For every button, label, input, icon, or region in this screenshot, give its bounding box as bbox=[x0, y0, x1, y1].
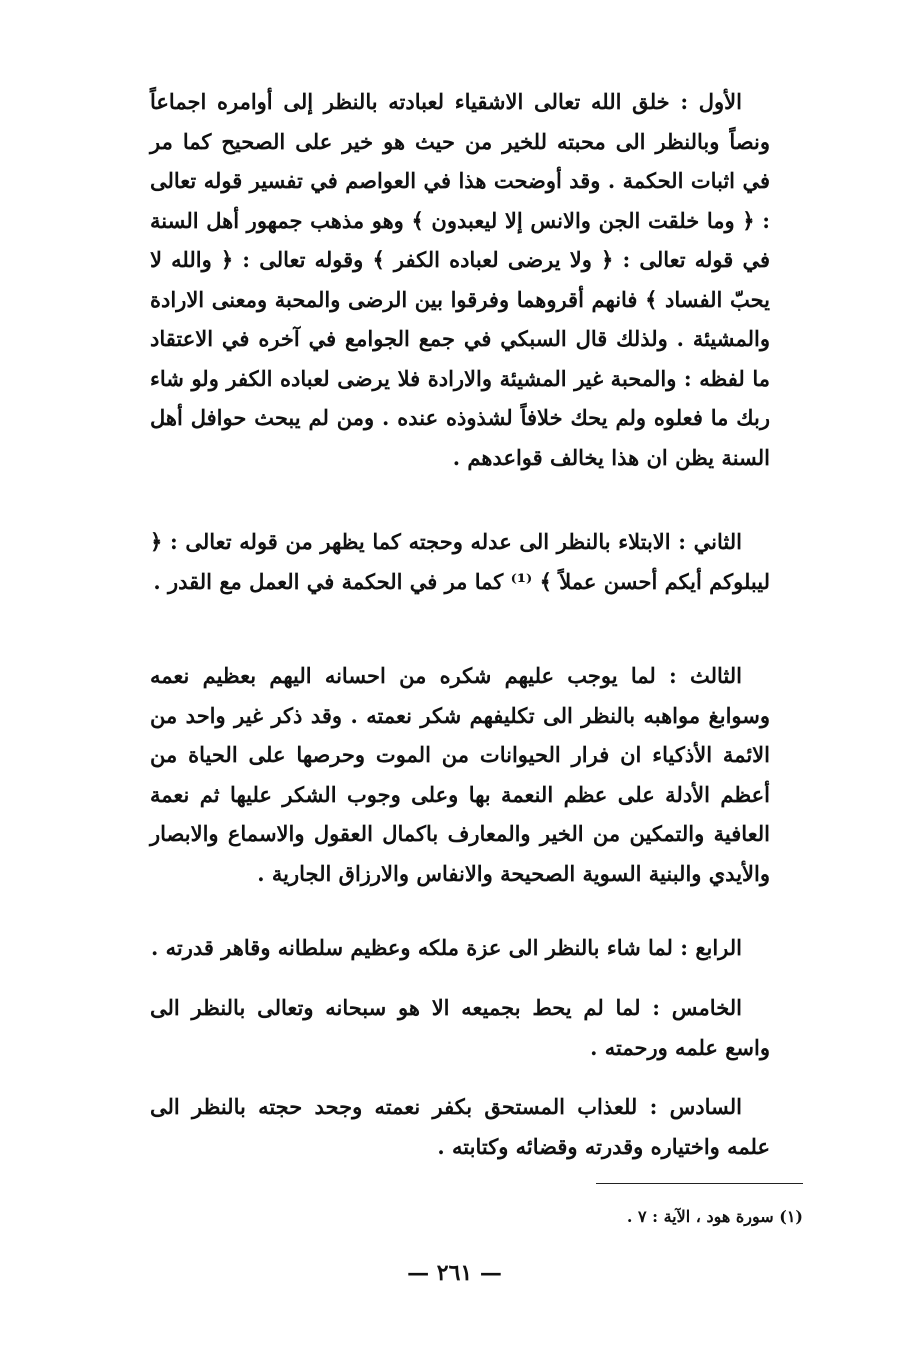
paragraph-second bbox=[150, 522, 770, 642]
paragraph-text: الخامس : لما لم يحط بجميعه الا هو سبحانه وتعالى بالنظر الى واسع علمه ورحمته . bbox=[150, 995, 770, 1060]
paragraph-text: الثاني : الابتلاء بالنظر الى عدله وحجته كما يظهر من قوله تعالى : ﴿ ليبلوكم أيكم أحسن عملاً ﴾ ⁽¹⁾ كما مر في الحكمة في العمل مع القدر . bbox=[150, 529, 770, 594]
footnote: (١) سورة هود ، الآية : ٧ . bbox=[626, 1207, 803, 1226]
paragraph-text: الأول : خلق الله تعالى الاشقياء لعبادته بالنظر إلى أوامره اجماعاً ونصاً وبالنظر الى محبته للخير من حيث هو خير على الصحيح كما مر في اثبات الحكمة . وقد أوضحت هذا في العواصم في تفسير قوله تعالى : ﴿ وما خلقت الجن والانس إلا ليعبدون ﴾ وهو مذهب جمهور أهل السنة في قوله تعالى : ﴿ ولا يرضى لعباده الكفر ﴾ وقوله تعالى : ﴿ والله لا يحبّ الفساد ﴾ فانهم أقروهما وفرقوا بين الرضى والمحبة ومعنى الارادة والمشيئة . ولذلك قال السبكي في جمع الجوامع في آخره في الاعتقاد ما لفظه : والمحبة غير المشيئة والارادة فلا يرضى لعباده الكفر ولو شاء ربك ما فعلوه ولم يحك خلافاً لشذوذه عنده . ومن لم يبحث حوافل أهل السنة يظن ان هذا يخالف قواعدهم . bbox=[150, 89, 770, 470]
paragraph-third bbox=[150, 656, 770, 912]
paragraph-text: السادس : للعذاب المستحق بكفر نعمته وجحد حجته بالنظر الى علمه واختياره وقدرته وقضائه وكتابته . bbox=[150, 1094, 770, 1159]
footnote-divider bbox=[596, 1183, 803, 1184]
paragraph-first bbox=[150, 82, 770, 507]
paragraph-sixth bbox=[150, 1087, 770, 1171]
paragraph-fifth bbox=[150, 988, 770, 1072]
page-number: — ٢٦١ — bbox=[407, 1260, 502, 1286]
paragraph-text: الثالث : لما يوجب عليهم شكره من احسانه اليهم بعظيم نعمه وسوابغ مواهبه بالنظر الى تكليفهم شكر نعمته . وقد ذكر غير واحد من الائمة الأذكياء ان فرار الحيوانات من الموت وحرصها على الحياة من أعظم الأدلة على عظم النعمة بها وعلى وجوب الشكر عليها ثم نعمة العافية والتمكين من الخير والمعارف باكمال العقول والاسماع والابصار والأيدي والبنية السوية الصحيحة والانفاس والارزاق الجارية . bbox=[150, 663, 770, 886]
paragraph-text: الرابع : لما شاء بالنظر الى عزة ملكه وعظيم سلطانه وقاهر قدرته . bbox=[150, 935, 742, 960]
paragraph-fourth bbox=[150, 928, 770, 972]
